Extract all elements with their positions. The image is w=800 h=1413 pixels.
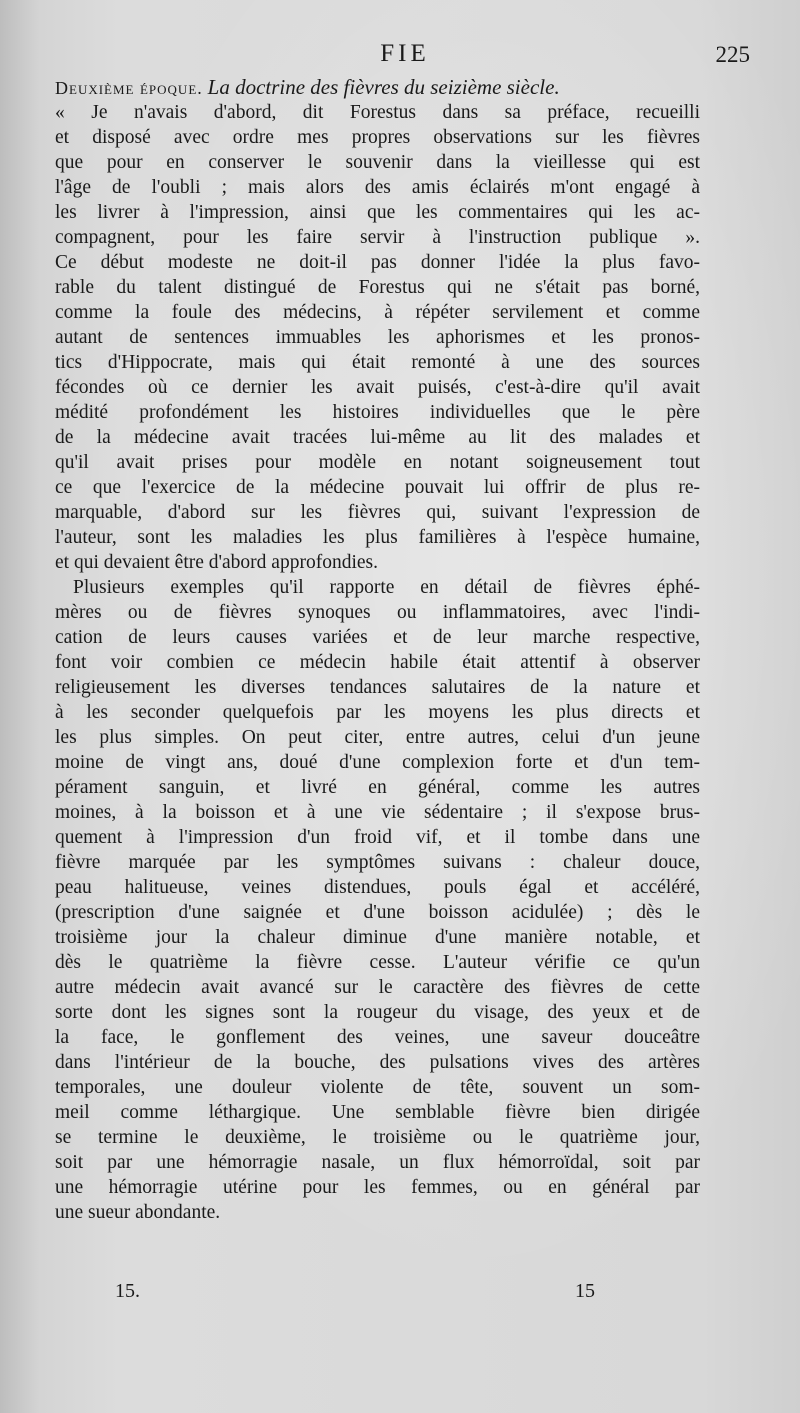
- text-line: religieusement les diverses tendances salutaires de la nature et: [55, 677, 700, 698]
- text-line: l'âge de l'oubli ; mais alors des amis éclairés m'ont engagé à: [55, 177, 700, 198]
- text-line: une sueur abondante.: [55, 1202, 221, 1223]
- text-line: rable du talent distingué de Forestus qui ne s'était pas borné,: [55, 277, 700, 298]
- text-line: Ce début modeste ne doit-il pas donner l'idée la plus favo-: [55, 252, 700, 273]
- text-line: qu'il avait prises pour modèle en notant soigneusement tout: [55, 452, 700, 473]
- text-line: Plusieurs exemples qu'il rapporte en détail de fièvres éphé-: [73, 577, 700, 598]
- text-line: fièvre marquée par les symptômes suivans : chaleur douce,: [55, 852, 700, 873]
- text-line: médité profondément les histoires individuelles que le père: [55, 402, 700, 423]
- text-line: moines, à la boisson et à une vie sédentaire ; il s'expose brus-: [55, 802, 700, 823]
- text-line: pérament sanguin, et livré en général, comme les autres: [55, 777, 700, 798]
- section-label: Deuxième époque.: [55, 78, 203, 98]
- page-number: 225: [715, 42, 750, 67]
- text-line: meil comme léthargique. Une semblable fièvre bien dirigée: [55, 1102, 700, 1123]
- text-line: et qui devaient être d'abord approfondies.: [55, 552, 378, 573]
- text-line: fécondes où ce dernier les avait puisés, c'est-à-dire qu'il avait: [55, 377, 700, 398]
- text-line: les plus simples. On peut citer, entre autres, celui d'un jeune: [55, 727, 700, 748]
- text-line: autre médecin avait avancé sur le caractère des fièvres de cette: [55, 977, 700, 998]
- text-line: sorte dont les signes sont la rougeur du visage, des yeux et de: [55, 1002, 700, 1023]
- text-line: et disposé avec ordre mes propres observations sur les fièvres: [55, 127, 700, 148]
- signature-mark: 15.: [115, 1280, 140, 1302]
- text-line: dans l'intérieur de la bouche, des pulsations vives des artères: [55, 1052, 700, 1073]
- text-line: « Je n'avais d'abord, dit Forestus dans sa préface, recueilli: [55, 102, 700, 123]
- text-line: se termine le deuxième, le troisième ou le quatrième jour,: [55, 1127, 700, 1148]
- text-line: mères ou de fièvres synoques ou inflammatoires, avec l'indi-: [55, 602, 700, 623]
- section-heading: [55, 75, 700, 100]
- text-line: autant de sentences immuables les aphorismes et les pronos-: [55, 327, 700, 348]
- section-title: La doctrine des fièvres du seizième siècle.: [207, 75, 560, 99]
- text-line: troisième jour la chaleur diminue d'une manière notable, et: [55, 927, 700, 948]
- text-line: tics d'Hippocrate, mais qui était remonté à une des sources: [55, 352, 700, 373]
- text-line: une hémorragie utérine pour les femmes, ou en général par: [55, 1177, 700, 1198]
- text-line: que pour en conserver le souvenir dans la vieillesse qui est: [55, 152, 700, 173]
- text-line: (prescription d'une saignée et d'une boisson acidulée) ; dès le: [55, 902, 700, 923]
- text-line: temporales, une douleur violente de tête, souvent un som-: [55, 1077, 700, 1098]
- text-line: la face, le gonflement des veines, une saveur douceâtre: [55, 1027, 700, 1048]
- text-line: de la médecine avait tracées lui-même au lit des malades et: [55, 427, 700, 448]
- text-line: soit par une hémorragie nasale, un flux hémorroïdal, soit par: [55, 1152, 700, 1173]
- text-line: compagnent, pour les faire servir à l'instruction publique ».: [55, 227, 700, 248]
- text-line: dès le quatrième la fièvre cesse. L'auteur vérifie ce qu'un: [55, 952, 700, 973]
- text-line: peau halitueuse, veines distendues, pouls égal et accéléré,: [55, 877, 700, 898]
- text-line: font voir combien ce médecin habile était attentif à observer: [55, 652, 700, 673]
- text-line: moine de vingt ans, doué d'une complexion forte et d'un tem-: [55, 752, 700, 773]
- text-line: comme la foule des médecins, à répéter servilement et comme: [55, 302, 700, 323]
- text-line: ce que l'exercice de la médecine pouvait lui offrir de plus re-: [55, 477, 700, 498]
- running-head: [60, 38, 750, 72]
- paragraph-2: [55, 575, 700, 1225]
- text-line: l'auteur, sont les maladies les plus familières à l'espèce humaine,: [55, 527, 700, 548]
- text-line: marquable, d'abord sur les fièvres qui, suivant l'expression de: [55, 502, 700, 523]
- body-text: [55, 75, 700, 1225]
- catchword: 15: [575, 1280, 595, 1302]
- text-line: cation de leurs causes variées et de leur marche respective,: [55, 627, 700, 648]
- page-footer: [55, 1280, 700, 1310]
- text-line: à les seconder quelquefois par les moyens les plus directs et: [55, 702, 700, 723]
- running-title: FIE: [380, 40, 430, 67]
- text-line: quement à l'impression d'un froid vif, et il tombe dans une: [55, 827, 700, 848]
- paragraph-1: [55, 100, 700, 575]
- text-line: les livrer à l'impression, ainsi que les commentaires qui les ac-: [55, 202, 700, 223]
